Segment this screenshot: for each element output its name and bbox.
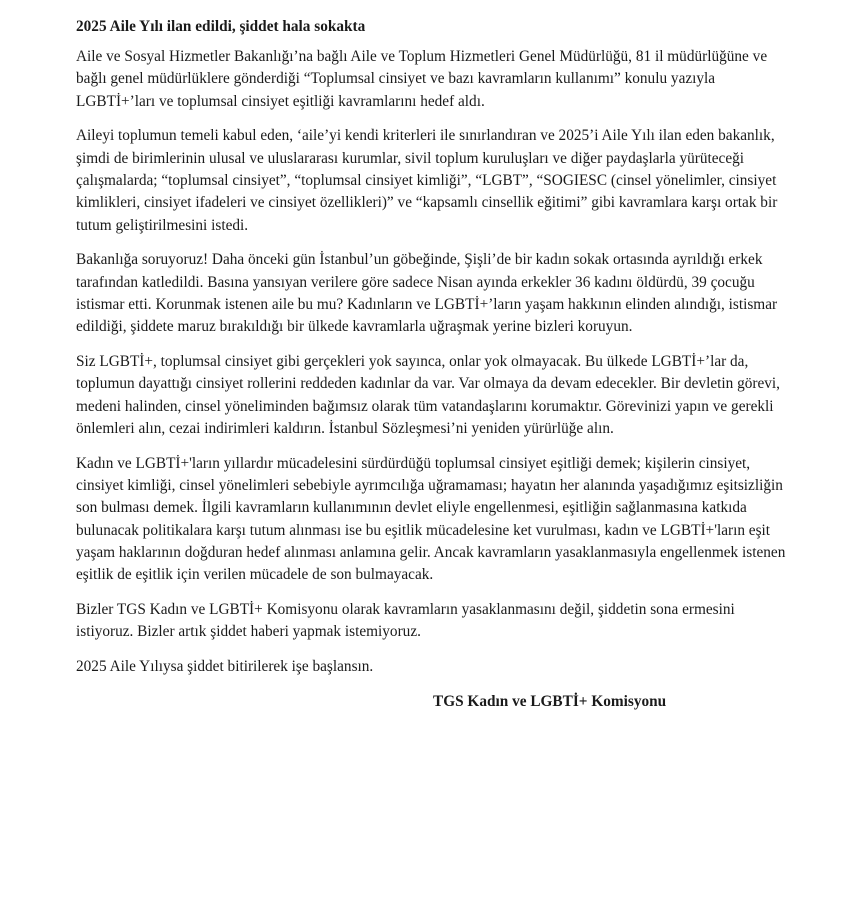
paragraph-5: Kadın ve LGBTİ+'ların yıllardır mücadelesini sürdürdüğü toplumsal cinsiyet eşitliği demek; kişilerin cinsiyet, cinsiyet kimliği, cinsel yönelimleri sebebiyle ayrımcılığa uğramaması; hayatın her alanında yaşadığımız eşitsizliğin son bulması demek. İlgili kavramların kullanımının devlet eliyle engellenmesi, eşitliğin sağlanmasına katkıda bulunacak politikalara karşı tutum alınması ise bu eşitlik mücadelesine ket vurulması, kadın ve LGBTİ+'ların eşit yaşam haklarının doğduran hedef alınması anlamına gelir. Ancak kavramların yasaklanmasıyla engellenmek istenen eşitlik de eşitlik için verilen mücadele de son bulmayacak. — [76, 454, 786, 584]
signature: TGS Kadın ve LGBTİ+ Komisyonu — [433, 692, 667, 710]
paragraph-7: 2025 Aile Yılıysa şiddet bitirilerek işe başlansın. — [76, 658, 374, 676]
document-title: 2025 Aile Yılı ilan edildi, şiddet hala sokakta — [76, 18, 366, 35]
paragraph-3: Bakanlığa soruyoruz! Daha önceki gün İstanbul’un göbeğinde, Şişli’de bir kadın sokak ortasında ayrıldığı erkek tarafından katledildi. Basına yansıyan verilere göre sadece Nisan ayında erkekler 36 kadını öldürdü, 39 çocuğu istismar etti. Korunmak istenen aile bu mu? Kadınların ve LGBTİ+’ların yaşam hakkının elinden alındığı, istismar edildiği, şiddete maruz bırakıldığı bir ülkede kavramlarla uğraşmak yerine bizleri koruyun. — [76, 251, 778, 336]
paragraph-4: Siz LGBTİ+, toplumsal cinsiyet gibi gerçekleri yok sayınca, onlar yok olmayacak. Bu ülkede LGBTİ+’lar da, toplumun dayattığı cinsiyet rollerini reddeden kadınlar da var. Var olmaya da devam edecekler. Bir devletin görevi, medeni halinden, cinsel yöneliminden bağımsız olarak tüm vatandaşlarını korumaktır. Görevinizi yapın ve gerekli önlemleri alın, cezai indirimleri kaldırın. İstanbul Sözleşmesi’ni yeniden yürürlüğe alın. — [76, 353, 780, 437]
paragraph-2: Aileyi toplumun temeli kabul eden, ‘aile’yi kendi kriterleri ile sınırlandıran ve 2025’i Aile Yılı ilan eden bakanlık, şimdi de birimlerinin ulusal ve uluslararası kurumlar, sivil toplum kuruluşları ve diğer paydaşlarla yürüteceği çalışmalarda; “toplumsal cinsiyet”, “toplumsal cinsiyet kimliği”, “LGBT”, “SOGIESC (cinsel yönelimler, cinsiyet kimlikleri, cinsiyet ifadeleri ve cinsiyet özellikleri)” ve “kapsamlı cinsellik eğitimi” gibi kavramlara karşı ortak bir tutum geliştirilmesini istedi. — [76, 127, 778, 234]
paragraph-6: Bizler TGS Kadın ve LGBTİ+ Komisyonu olarak kavramların yasaklanmasını değil, şiddetin sona ermesini istiyoruz. Bizler artık şiddet haberi yapmak istemiyoruz. — [76, 601, 735, 641]
paragraph-1: Aile ve Sosyal Hizmetler Bakanlığı’na bağlı Aile ve Toplum Hizmetleri Genel Müdürlüğü, 81 il müdürlüğüne ve bağlı genel müdürlüklere gönderdiği “Toplumsal cinsiyet ve bazı kavramların kullanımı” konulu yazıyla LGBTİ+’ları ve toplumsal cinsiyet eşitliği kavramlarını hedef aldı. — [76, 48, 768, 110]
